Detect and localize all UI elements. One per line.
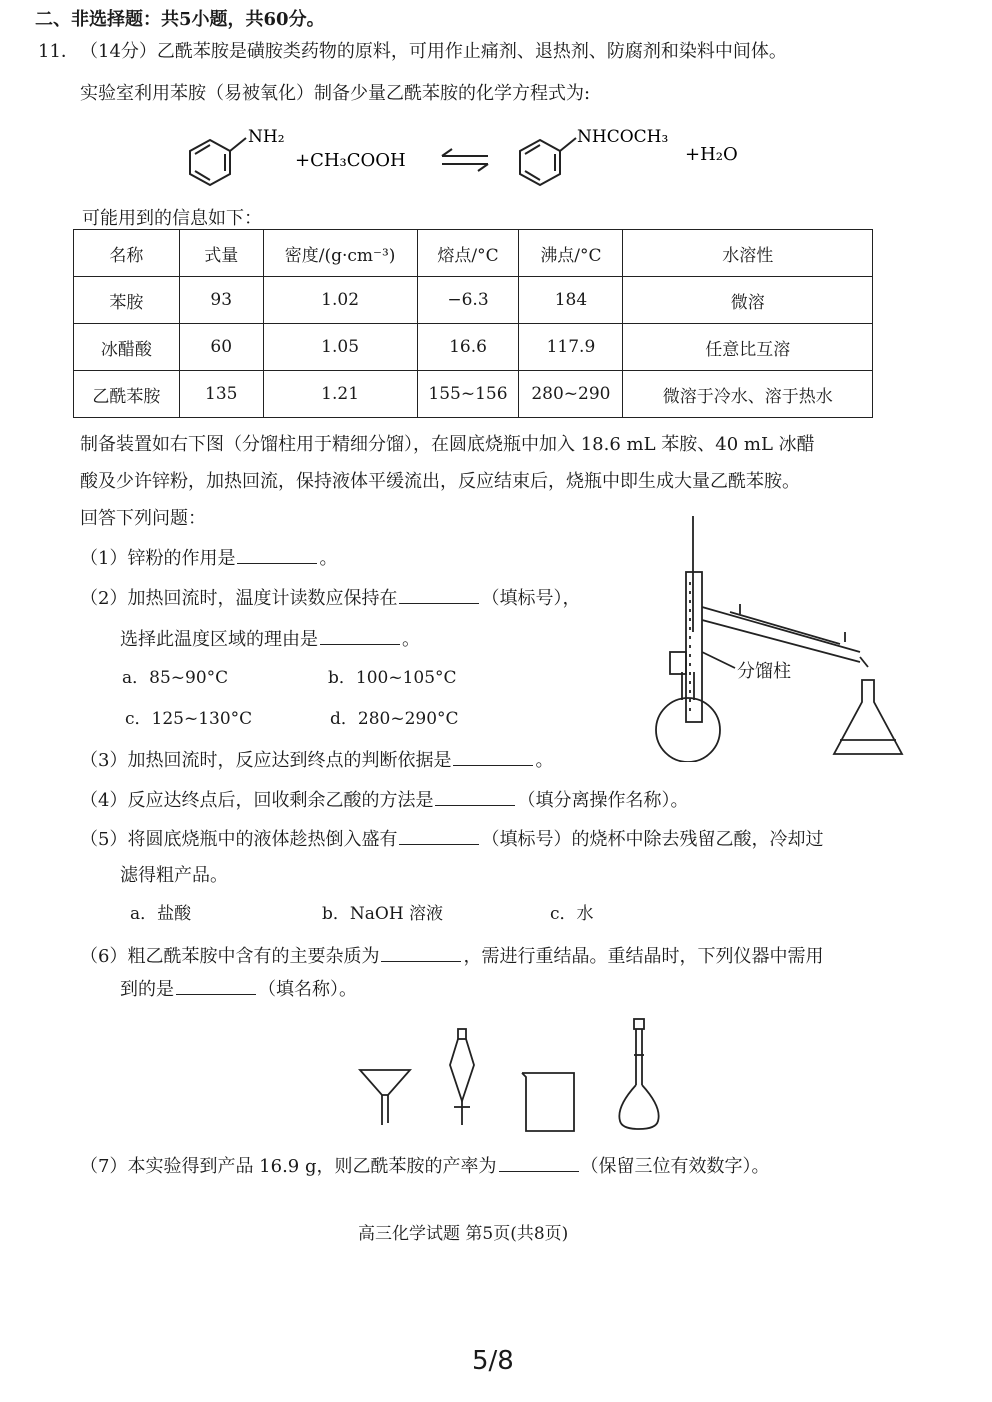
q2-option-b: b．100~105°C bbox=[328, 668, 457, 688]
table-cell: 135 bbox=[179, 371, 263, 418]
q4-text: （4）反应达终点后，回收剩余乙酸的方法是 bbox=[80, 790, 434, 811]
table-header-cell: 熔点/°C bbox=[417, 230, 519, 277]
q2b-end: 。 bbox=[402, 629, 420, 650]
q2-end: （填标号）， bbox=[481, 588, 581, 609]
acetamide-group: NHCOCH₃ bbox=[577, 127, 669, 147]
table-cell: 微溶于冷水、溶于热水 bbox=[623, 371, 873, 418]
table-cell: 155~156 bbox=[417, 371, 519, 418]
q3-text: （3）加热回流时，反应达到终点的判断依据是 bbox=[80, 750, 452, 771]
q5-line2: 滤得粗产品。 bbox=[120, 865, 228, 886]
table-cell: 苯胺 bbox=[74, 277, 180, 324]
answer-blank[interactable] bbox=[435, 787, 515, 806]
instruments-row bbox=[350, 1015, 680, 1140]
table-cell: −6.3 bbox=[417, 277, 519, 324]
table-header-cell: 式量 bbox=[179, 230, 263, 277]
q5-option-b: b．NaOH 溶液 bbox=[322, 904, 444, 924]
q1-text: （1）锌粉的作用是 bbox=[80, 548, 236, 569]
properties-table bbox=[73, 229, 873, 418]
setup-line1: 制备装置如右下图（分馏柱用于精细分馏），在圆底烧瓶中加入 18.6 mL 苯胺、40 mL 冰醋 bbox=[80, 434, 815, 455]
table-cell: 任意比互溶 bbox=[623, 324, 873, 371]
table-cell: 微溶 bbox=[623, 277, 873, 324]
q6-text: （6）粗乙酰苯胺中含有的主要杂质为 bbox=[80, 946, 380, 967]
q4-end: （填分离操作名称）。 bbox=[517, 790, 689, 811]
table-row bbox=[74, 324, 873, 371]
condenser-icon bbox=[702, 607, 860, 652]
apparatus-label: 分馏柱 bbox=[737, 661, 791, 682]
q1-line bbox=[80, 545, 337, 571]
benzene-ring-icon bbox=[190, 138, 246, 185]
table-header-cell: 密度/(g·cm⁻³) bbox=[263, 230, 417, 277]
amine-group: NH₂ bbox=[248, 127, 285, 147]
q6-end: ，需进行重结晶。重结晶时，下列仪器中需用 bbox=[463, 946, 824, 967]
water-product: +H₂O bbox=[685, 144, 738, 165]
table-header-cell: 沸点/°C bbox=[519, 230, 623, 277]
separatory-funnel-icon bbox=[450, 1029, 474, 1125]
chemical-equation bbox=[170, 118, 790, 198]
table-cell: 117.9 bbox=[519, 324, 623, 371]
beaker-icon bbox=[522, 1073, 574, 1131]
table-cell: 1.05 bbox=[263, 324, 417, 371]
table-row bbox=[74, 277, 873, 324]
table-cell: 60 bbox=[179, 324, 263, 371]
table-cell: 冰醋酸 bbox=[74, 324, 180, 371]
funnel-icon bbox=[360, 1070, 410, 1125]
table-cell: 280~290 bbox=[519, 371, 623, 418]
distillation-apparatus-diagram bbox=[640, 512, 920, 762]
q6b-end: （填名称）。 bbox=[258, 979, 357, 1000]
table-header-cell: 名称 bbox=[74, 230, 180, 277]
question-number: 11． bbox=[38, 41, 79, 62]
answer-blank[interactable] bbox=[320, 626, 400, 645]
table-cell: 1.21 bbox=[263, 371, 417, 418]
table-cell: 16.6 bbox=[417, 324, 519, 371]
table-header-row bbox=[74, 230, 873, 277]
answer-blank[interactable] bbox=[176, 976, 256, 995]
q6b-text: 到的是 bbox=[120, 979, 174, 1000]
q2b-text: 选择此温度区域的理由是 bbox=[120, 629, 318, 650]
q5-text: （5）将圆底烧瓶中的液体趁热倒入盛有 bbox=[80, 829, 398, 850]
q5-end: （填标号）的烧杯中除去残留乙酸，冷却过 bbox=[481, 829, 824, 850]
question-intro-line1: （14分）乙酰苯胺是磺胺类药物的原料，可用作止痛剂、退热剂、防腐剂和染料中间体。 bbox=[80, 41, 787, 62]
q4-line bbox=[80, 787, 688, 813]
q5-option-a: a．盐酸 bbox=[130, 904, 192, 924]
answer-blank[interactable] bbox=[237, 545, 317, 564]
q2b-line bbox=[120, 626, 420, 652]
q6b-line bbox=[120, 976, 357, 1002]
table-cell: 1.02 bbox=[263, 277, 417, 324]
volumetric-flask-icon bbox=[619, 1019, 658, 1129]
q7-text: （7）本实验得到产品 16.9 g，则乙酰苯胺的产率为 bbox=[80, 1156, 497, 1177]
page-indicator: 5/8 bbox=[472, 1346, 514, 1376]
q2-option-c: c．125~130°C bbox=[125, 709, 253, 729]
q1-end: 。 bbox=[319, 548, 338, 569]
q7-end: （保留三位有效数字）。 bbox=[580, 1156, 770, 1177]
round-bottom-flask-icon bbox=[656, 698, 720, 762]
q2-text: （2）加热回流时，温度计读数应保持在 bbox=[80, 588, 398, 609]
q5-option-c: c．水 bbox=[550, 904, 594, 924]
page-footer: 高三化学试题 第5页(共8页) bbox=[358, 1224, 569, 1244]
answer-blank[interactable] bbox=[499, 1153, 579, 1172]
section-header: 二、非选择题：共5小题，共60分。 bbox=[35, 9, 325, 30]
q6-line bbox=[80, 943, 823, 969]
table-cell: 乙酰苯胺 bbox=[74, 371, 180, 418]
question-intro-line2: 实验室利用苯胺（易被氧化）制备少量乙酰苯胺的化学方程式为: bbox=[80, 83, 591, 104]
q7-line bbox=[80, 1153, 770, 1179]
equilibrium-arrow-icon bbox=[442, 149, 488, 171]
answer-blank[interactable] bbox=[381, 943, 461, 962]
table-cell: 184 bbox=[519, 277, 623, 324]
benzene-ring-icon bbox=[520, 138, 576, 185]
q2-option-a: a．85~90°C bbox=[122, 668, 229, 688]
setup-line2: 酸及少许锌粉，加热回流，保持液体平缓流出，反应结束后，烧瓶中即生成大量乙酰苯胺。 bbox=[80, 471, 800, 492]
answer-blank[interactable] bbox=[453, 747, 533, 766]
info-label: 可能用到的信息如下： bbox=[82, 208, 262, 229]
answer-blank[interactable] bbox=[399, 585, 479, 604]
conical-flask-icon bbox=[834, 680, 902, 754]
q2-line bbox=[80, 585, 580, 611]
q3-line bbox=[80, 747, 553, 773]
answer-blank[interactable] bbox=[399, 826, 479, 845]
q5-line bbox=[80, 826, 823, 852]
table-cell: 93 bbox=[179, 277, 263, 324]
answer-prompt: 回答下列问题： bbox=[80, 508, 206, 529]
table-header-cell: 水溶性 bbox=[623, 230, 873, 277]
table-row bbox=[74, 371, 873, 418]
q2-option-d: d．280~290°C bbox=[330, 709, 459, 729]
acetic-acid-reagent: +CH₃COOH bbox=[295, 150, 406, 171]
q3-end: 。 bbox=[535, 750, 554, 771]
